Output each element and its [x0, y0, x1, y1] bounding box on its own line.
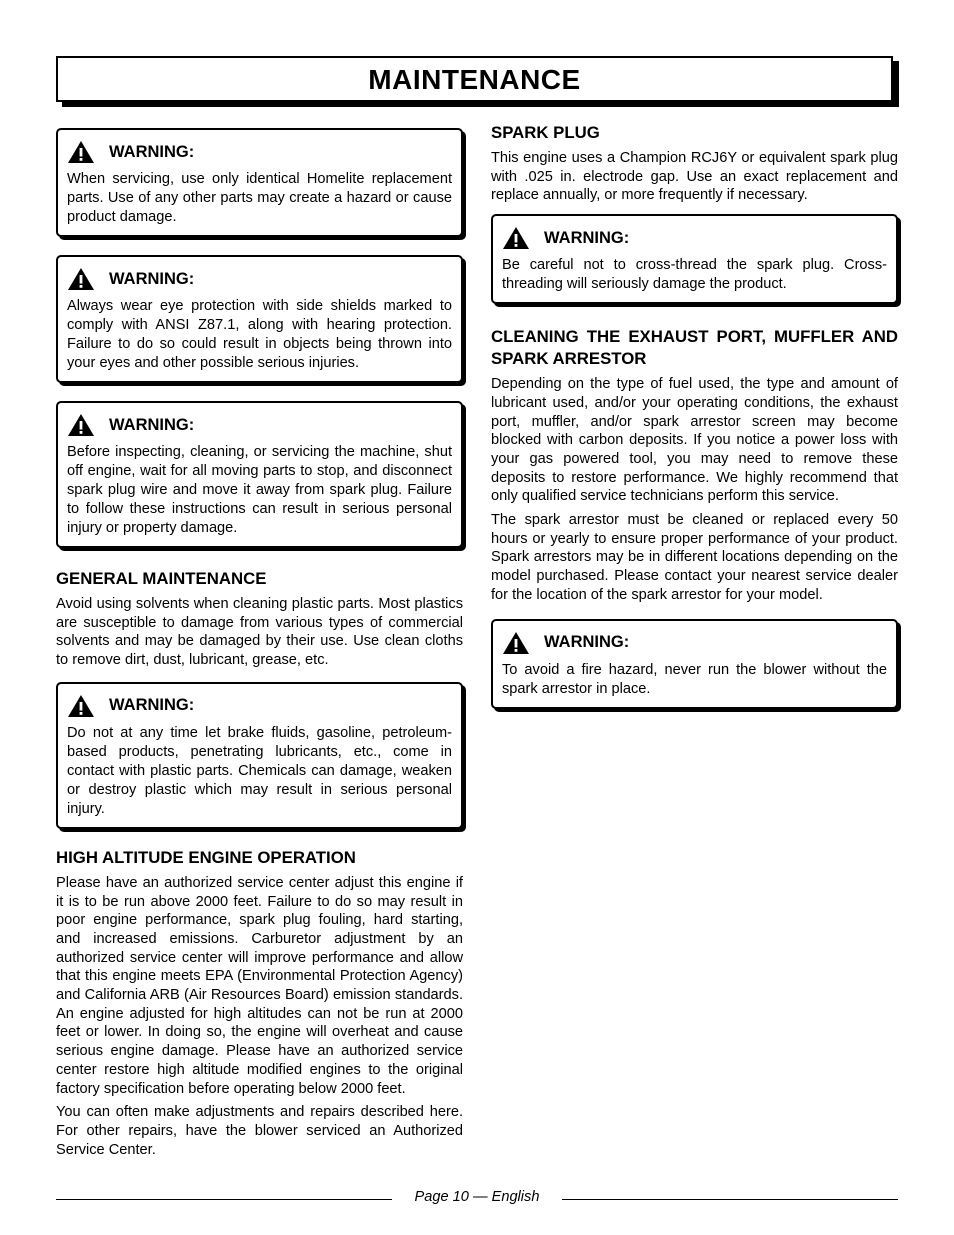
warning-triangle-icon [502, 226, 530, 250]
page-footer [56, 1186, 898, 1210]
warning-heading: WARNING: [109, 696, 195, 715]
warning-triangle-icon [67, 694, 95, 718]
cleaning-paragraph-1: Depending on the type of fuel used, the type and amount of lubricant used, and/or your operating conditions, the exhaust port, muffler, and/or spark arrestor screen may become blocked with carbon deposits. If you notice a power loss with your gas powered tool, you may need to remove these deposits to restore performance. We highly recommend that only qualified service technicians perform this service. [491, 376, 898, 505]
general-maintenance-text: Avoid using solvents when cleaning plastic parts. Most plastics are susceptible to damage from various types of commercial solvents and may be damaged by their use. Use clean cloths to remove dirt, dust, lubricant, grease, etc. [56, 596, 463, 669]
section-heading-high-altitude: HIGH ALTITUDE ENGINE OPERATION [56, 847, 356, 867]
warning-triangle-icon [67, 413, 95, 437]
warning-box [491, 619, 898, 709]
left-column [56, 128, 463, 1164]
warning-text: Always wear eye protection with side shields marked to comply with ANSI Z87.1, along with hearing protection. Failure to do so could result in objects being thrown into your eyes and other possible serious injuries. [67, 298, 452, 371]
warning-box [56, 401, 463, 548]
warning-heading: WARNING: [109, 415, 195, 434]
high-altitude-paragraph-2: You can often make adjustments and repairs described here. For other repairs, have the blower serviced an Authorized Service Center. [56, 1104, 463, 1158]
warning-text: To avoid a fire hazard, never run the blower without the spark arrestor in place. [502, 661, 887, 697]
warning-text: Before inspecting, cleaning, or servicing the machine, shut off engine, wait for all moving parts to stop, and disconnect spark plug wire and move it away from spark plug. Failure to follow these instructions can result in serious personal injury or property damage. [67, 444, 452, 536]
page-number: Page 10 — English [414, 1189, 540, 1205]
warning-heading: WARNING: [544, 228, 630, 247]
warning-text: Do not at any time let brake fluids, gasoline, petroleum-based products, penetrating lubricants, etc., come in contact with plastic parts. Chemicals can damage, weaken or destroy plastic which may result in serious personal injury. [67, 724, 452, 817]
warning-text: Be careful not to cross-thread the spark plug. Cross-threading will seriously damage the product. [502, 257, 887, 293]
warning-triangle-icon [502, 631, 530, 655]
warning-box [56, 128, 463, 237]
footer-rule-right [562, 1199, 898, 1200]
warning-heading: WARNING: [109, 269, 195, 288]
warning-triangle-icon [67, 267, 95, 291]
warning-text: When servicing, use only identical Homelite replacement parts. Use of any other parts may create a hazard or cause product damage. [67, 171, 452, 225]
footer-rule-left [56, 1199, 392, 1200]
warning-heading: WARNING: [544, 633, 630, 652]
right-column [491, 122, 898, 727]
warning-box [56, 682, 463, 829]
section-heading-cleaning-exhaust: CLEANING THE EXHAUST PORT, MUFFLER AND SPARK ARRESTOR [491, 327, 898, 369]
warning-heading: WARNING: [109, 142, 195, 161]
warning-box [491, 214, 898, 304]
warning-box [56, 255, 463, 383]
page-title: MAINTENANCE [56, 56, 893, 102]
cleaning-paragraph-2: The spark arrestor must be cleaned or replaced every 50 hours or yearly to ensure proper performance of your product. Spark arrestors may be in different locations depending on the model purchased. Please contact your nearest service dealer for the location of the spark arrestor for your model. [491, 512, 898, 603]
high-altitude-paragraph-1: Please have an authorized service center adjust this engine if it is to be run above 2000 feet. Failure to do so may result in poor engine performance, spark plug fouling, hard starting, and increased emissions. Carburetor adjustment by an authorized service center will improve performance and allow that this engine meets EPA (Environmental Protection Agency) and California ARB (Air Resources Board) emission standards. An engine adjusted for high altitudes can not be run at 2000 feet or lower. In doing so, the engine will overheat and cause serious engine damage. Please have an authorized service center restore high altitude modified engines to the original factory specification before operating below 2000 feet. [56, 874, 463, 1097]
warning-triangle-icon [67, 140, 95, 164]
section-heading-general-maintenance: GENERAL MAINTENANCE [56, 569, 267, 588]
spark-plug-text: This engine uses a Champion RCJ6Y or equivalent spark plug with .025 in. electrode gap. Use an exact replacement and replace annually, or more frequently if necessary. [491, 150, 898, 204]
section-heading-spark-plug: SPARK PLUG [491, 123, 600, 142]
